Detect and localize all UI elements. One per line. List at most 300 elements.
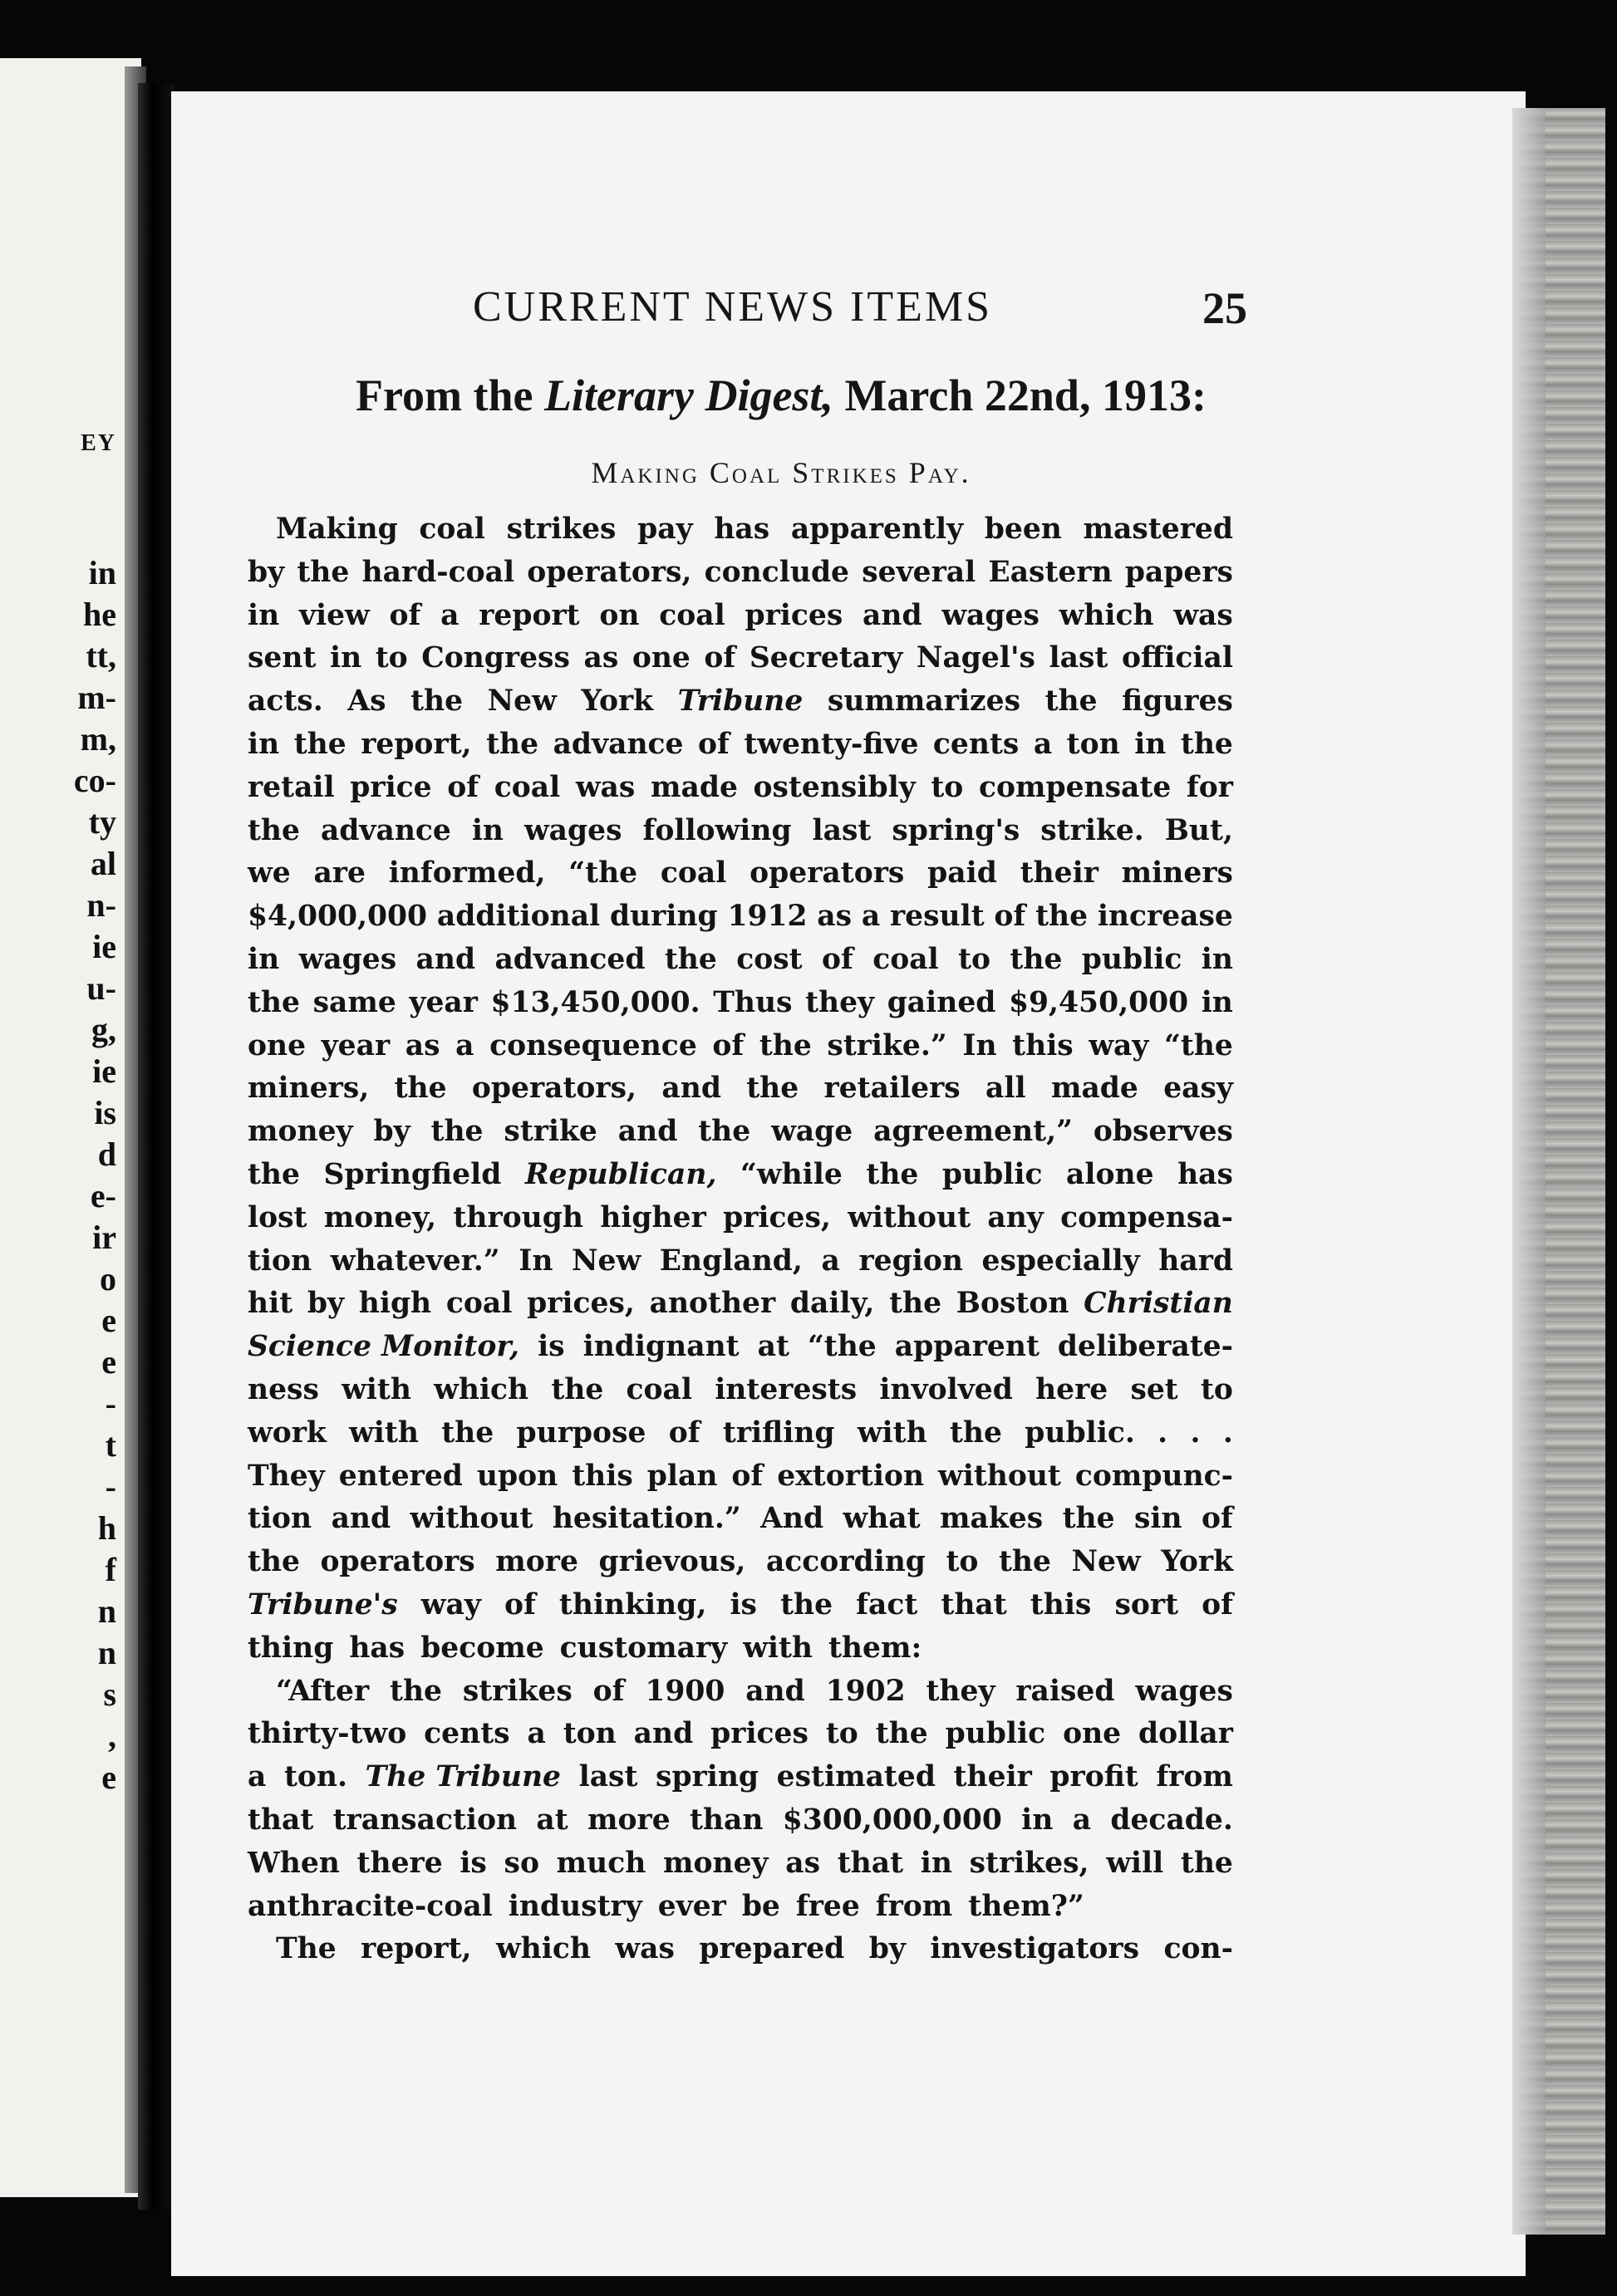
word: a (1072, 1803, 1092, 1837)
text-line (248, 1326, 1233, 1369)
word: will (1106, 1846, 1164, 1880)
word: prices (710, 1717, 808, 1751)
left-page-fragment: ie (92, 1052, 116, 1090)
word: and (863, 598, 922, 632)
word: the (759, 1028, 812, 1062)
word: way (1089, 1028, 1149, 1062)
word: the (889, 1287, 942, 1321)
left-page-fragment: al (90, 845, 116, 882)
left-page-fragment: ir (92, 1219, 116, 1256)
word: their (1020, 856, 1098, 890)
left-page-fragment: e (101, 1302, 116, 1339)
word: of (1202, 1502, 1233, 1536)
word: than (690, 1803, 764, 1837)
word: of (731, 1459, 764, 1493)
word: whatever.” (330, 1244, 500, 1278)
word: “the (568, 856, 638, 890)
word: the (1062, 1502, 1115, 1536)
word: higher (600, 1200, 706, 1234)
word: by (248, 555, 285, 589)
word: lost (248, 1200, 307, 1234)
word: work (248, 1415, 327, 1450)
word: As (347, 684, 386, 719)
book-binding (138, 83, 174, 2210)
word: Tribune (677, 684, 804, 719)
word: that (837, 1846, 904, 1880)
word: the (1044, 684, 1098, 719)
word: as (785, 1846, 821, 1880)
word: compunc- (1074, 1459, 1233, 1493)
word: “After (276, 1674, 370, 1708)
word: advanced (494, 942, 646, 976)
left-page-text-fragments (0, 58, 116, 2197)
word: was (1173, 598, 1233, 632)
word: tion (248, 1244, 312, 1278)
left-page-fragment: d (97, 1136, 116, 1173)
word: apparent (894, 1330, 1040, 1364)
word: and (617, 1115, 678, 1149)
text-line (248, 1928, 1233, 1971)
word: made (1050, 1072, 1138, 1106)
word: profit (1049, 1760, 1138, 1794)
word: “while (740, 1157, 843, 1191)
left-page-fragment: o (100, 1260, 116, 1298)
word: dollar (1138, 1717, 1233, 1751)
word: to (375, 641, 408, 675)
word: New (572, 1244, 641, 1278)
word: in (248, 942, 280, 976)
word: The (276, 1932, 337, 1966)
word: last (1049, 641, 1108, 675)
word: coal (419, 513, 485, 546)
text-line (248, 1111, 1233, 1154)
word: When (248, 1846, 340, 1880)
word: 1912 (727, 900, 808, 934)
word: of (697, 727, 730, 761)
text-line (248, 1369, 1233, 1412)
word: retail (248, 770, 335, 804)
word: hesitation.” (552, 1502, 741, 1536)
word: that (248, 1803, 314, 1837)
word: as (583, 641, 619, 675)
word: there (356, 1846, 443, 1880)
word: 1900 (645, 1674, 725, 1708)
word: is (730, 1587, 757, 1621)
word: report (479, 598, 580, 632)
word: con- (1163, 1932, 1233, 1966)
left-page-fragment: h (97, 1509, 116, 1547)
word: makes (940, 1502, 1044, 1536)
word: hit (248, 1287, 293, 1321)
word: prices (745, 598, 843, 632)
left-page-fragment: co- (73, 762, 116, 799)
article-body (248, 508, 1233, 1971)
word: the (746, 1072, 799, 1106)
word: sin (1133, 1502, 1182, 1536)
left-page-fragment: tt, (86, 637, 116, 675)
word: pay (637, 513, 693, 546)
text-line (248, 1713, 1233, 1756)
text-line (248, 1154, 1233, 1197)
left-page-fragment: g, (91, 1011, 116, 1048)
word: money (663, 1846, 769, 1880)
text-line (248, 1412, 1233, 1455)
word: during (609, 900, 718, 934)
text-line (248, 1498, 1233, 1541)
word: high (358, 1287, 432, 1321)
word: the (430, 1115, 484, 1149)
word: Thus (713, 985, 793, 1019)
word: to (825, 1717, 858, 1751)
word: the (998, 1545, 1051, 1579)
word: been (984, 513, 1062, 546)
word: observes (1093, 1115, 1233, 1149)
running-title: CURRENT NEWS ITEMS (473, 283, 993, 331)
word: of (704, 641, 736, 675)
word: and (661, 1072, 721, 1106)
left-page-fragment: m, (80, 720, 116, 758)
word: as (817, 900, 853, 934)
text-line (248, 552, 1233, 595)
word: in (248, 598, 280, 632)
word: “the (807, 1330, 877, 1364)
word: was (575, 770, 636, 804)
word: the (866, 1157, 919, 1191)
word: according (765, 1545, 926, 1579)
word: public. (1025, 1415, 1135, 1450)
left-page-fragment: m- (77, 679, 116, 716)
source-prefix: From the (356, 370, 533, 420)
word: of (504, 1587, 536, 1621)
word: the (950, 1415, 1002, 1450)
source-line (316, 370, 1246, 421)
left-page-fragment: e (101, 1343, 116, 1381)
word: the (394, 1072, 447, 1106)
word: report, (361, 1932, 472, 1966)
word: the (1180, 1846, 1233, 1880)
word: the (486, 727, 539, 761)
text-line (248, 939, 1233, 982)
word: Boston (956, 1287, 1069, 1321)
word: York (1161, 1545, 1233, 1579)
word: which (1059, 598, 1154, 632)
word: mastered (1083, 513, 1233, 546)
word: apparently (790, 513, 964, 546)
text-line (248, 1067, 1233, 1111)
word: advance (553, 727, 684, 761)
word: miners (1121, 856, 1233, 890)
source-publication: Literary Digest, (543, 370, 833, 420)
word: wage (771, 1115, 853, 1149)
word: at (757, 1330, 789, 1364)
word: New (487, 684, 557, 719)
word: anthracite-coal (248, 1889, 493, 1923)
word: has (1177, 1157, 1233, 1191)
word: Science Monitor, (248, 1330, 520, 1364)
word: operators, (471, 1072, 637, 1106)
word: wages (941, 598, 1040, 632)
word: of (668, 1415, 700, 1450)
word: this (1030, 1587, 1092, 1621)
word: sort (1114, 1587, 1178, 1621)
word: all (985, 1072, 1026, 1106)
word: deliberate- (1057, 1330, 1233, 1364)
text-line (248, 1886, 1233, 1929)
word: the (875, 1717, 928, 1751)
word: consequence (489, 1028, 697, 1062)
text-line (248, 1627, 1233, 1670)
word: $300,000,000 (782, 1803, 1002, 1837)
word: hard (1158, 1244, 1233, 1278)
word: extortion (777, 1459, 925, 1493)
word: they (805, 985, 875, 1019)
word: the (1180, 727, 1233, 761)
word: strike (504, 1115, 597, 1149)
word: the (248, 1157, 300, 1191)
word: and (633, 1717, 694, 1751)
left-page-fragment: n (97, 1634, 116, 1671)
word: result (889, 900, 985, 934)
word: by (373, 1115, 410, 1149)
word: compensate (978, 770, 1172, 804)
word: another (649, 1287, 776, 1321)
text-line (248, 1455, 1233, 1499)
word: be (741, 1889, 780, 1923)
word: Tribune's (248, 1587, 398, 1621)
word: Christian (1084, 1287, 1233, 1321)
word: the (297, 555, 350, 589)
page-number: 25 (1202, 283, 1247, 333)
word: $13,450,000. (490, 985, 700, 1019)
word: by (307, 1287, 345, 1321)
word: public (941, 1157, 1043, 1191)
word: in (248, 727, 280, 761)
word: more (587, 1803, 671, 1837)
word: Republican, (524, 1157, 717, 1191)
word: operators, (527, 555, 692, 589)
word: to (1200, 1372, 1233, 1406)
left-page-fragment: ie (92, 928, 116, 965)
word: to (946, 1545, 979, 1579)
word: coal (872, 942, 939, 976)
left-page-fragment: in (88, 554, 116, 591)
word: In (962, 1028, 997, 1062)
word: a (248, 1760, 267, 1794)
word: plan (646, 1459, 718, 1493)
word: a (1033, 727, 1053, 761)
word: on (599, 598, 640, 632)
text-line (248, 810, 1233, 853)
word: from (1156, 1760, 1233, 1794)
word: way (420, 1587, 481, 1621)
word: same (312, 985, 396, 1019)
word: public (1081, 942, 1182, 976)
word: of (389, 598, 421, 632)
word: their (953, 1760, 1032, 1794)
left-page-fragment: ty (88, 803, 116, 841)
word: in (1021, 1803, 1054, 1837)
word: Secretary (749, 641, 903, 675)
word: a (527, 1717, 546, 1751)
word: the (248, 985, 300, 1019)
word: tion (248, 1502, 312, 1536)
word: the (780, 1587, 833, 1621)
word: alone (1066, 1157, 1154, 1191)
word: coal (626, 1372, 692, 1406)
word: figures (1122, 684, 1233, 719)
word: daily, (789, 1287, 875, 1321)
word: acts. (248, 684, 323, 719)
word: without (848, 1200, 971, 1234)
word: wages (298, 942, 397, 976)
word: 1902 (825, 1674, 906, 1708)
word: a (861, 900, 881, 934)
word: . (1222, 1415, 1233, 1450)
word: with (342, 1372, 411, 1406)
source-date: March 22nd, 1913: (844, 370, 1207, 420)
word: trifling (722, 1415, 835, 1450)
word: wages (523, 813, 622, 847)
word: set (1130, 1372, 1178, 1406)
word: decade. (1110, 1803, 1233, 1837)
word: The Tribune (365, 1760, 561, 1794)
word: strikes, (969, 1846, 1089, 1880)
text-line (248, 1197, 1233, 1240)
word: was (615, 1932, 675, 1966)
word: last (578, 1760, 638, 1794)
word: easy (1163, 1072, 1233, 1106)
left-page-fragment: s (103, 1675, 116, 1713)
word: without (410, 1502, 533, 1536)
word: the (441, 1415, 494, 1450)
text-line (248, 1025, 1233, 1068)
word: from (875, 1889, 953, 1923)
word: upon (476, 1459, 558, 1493)
word: coal (494, 770, 561, 804)
word: them?” (968, 1889, 1084, 1923)
word: by (868, 1932, 906, 1966)
word: ever (657, 1889, 726, 1923)
text-line (248, 982, 1233, 1025)
left-page-fragment: e- (90, 1177, 116, 1214)
word: with (743, 1631, 813, 1665)
text-line (248, 895, 1233, 939)
word: this (572, 1459, 633, 1493)
word: become (420, 1631, 544, 1665)
word: which (434, 1372, 529, 1406)
word: several (862, 555, 976, 589)
left-page-fragment: - (105, 1468, 116, 1505)
word: the (551, 1372, 604, 1406)
left-page-fragment: EY (81, 430, 116, 456)
word: interests (715, 1372, 858, 1406)
text-line (248, 680, 1233, 724)
word: “the (1164, 1028, 1233, 1062)
word: in (329, 641, 362, 675)
word: we (248, 856, 291, 890)
word: which (495, 1932, 591, 1966)
word: the (390, 1674, 442, 1708)
word: in (471, 813, 504, 847)
word: a (440, 598, 460, 632)
word: estimated (776, 1760, 936, 1794)
word: and (331, 1502, 391, 1536)
word: the (410, 684, 464, 719)
running-header (453, 282, 1267, 341)
word: in (1201, 985, 1233, 1019)
word: twenty-five (744, 727, 919, 761)
word: for (1186, 770, 1233, 804)
word: what (843, 1502, 921, 1536)
word: purpose (516, 1415, 646, 1450)
word: official (1121, 641, 1233, 675)
word: through (453, 1200, 583, 1234)
word: of (712, 1028, 745, 1062)
word: and (415, 942, 476, 976)
text-line (248, 637, 1233, 680)
word: sent (248, 641, 317, 675)
word: is (460, 1846, 487, 1880)
word: this (1012, 1028, 1074, 1062)
word: spring's (892, 813, 1020, 847)
text-line (248, 1584, 1233, 1627)
word: of (1202, 1587, 1233, 1621)
word: so (504, 1846, 539, 1880)
left-facing-page (0, 58, 141, 2197)
word: hard-coal (361, 555, 515, 589)
word: indignant (582, 1330, 740, 1364)
word: the (248, 1545, 300, 1579)
word: $4,000,000 (248, 900, 428, 934)
word: here (1035, 1372, 1108, 1406)
word: involved (879, 1372, 1013, 1406)
word: York (581, 684, 654, 719)
word: paid (927, 856, 997, 890)
text-line (248, 852, 1233, 895)
word: strike. (1040, 813, 1144, 847)
text-line (248, 595, 1233, 638)
word: prices, (723, 1200, 831, 1234)
word: the (1035, 900, 1089, 934)
text-line (248, 508, 1233, 552)
word: in (920, 1846, 952, 1880)
word: to (931, 770, 964, 804)
word: as (405, 1028, 440, 1062)
word: especially (981, 1244, 1140, 1278)
text-line (248, 1756, 1233, 1799)
word: strikes (506, 513, 617, 546)
page-edge-shadow (1512, 108, 1546, 2235)
text-line (248, 1799, 1233, 1842)
word: at (536, 1803, 568, 1837)
word: the (698, 1115, 751, 1149)
word: ton. (283, 1760, 347, 1794)
word: In (519, 1244, 553, 1278)
word: any (987, 1200, 1044, 1234)
word: advance (320, 813, 451, 847)
word: wages (1135, 1674, 1233, 1708)
word: compensa- (1060, 1200, 1233, 1234)
word: informed, (388, 856, 546, 890)
word: following (642, 813, 792, 847)
word: one (248, 1028, 307, 1062)
word: agreement,” (873, 1115, 1073, 1149)
left-page-fragment: t (105, 1426, 116, 1464)
word: the (248, 813, 300, 847)
word: New (1071, 1545, 1141, 1579)
word: they (926, 1674, 995, 1708)
word: public (945, 1717, 1046, 1751)
